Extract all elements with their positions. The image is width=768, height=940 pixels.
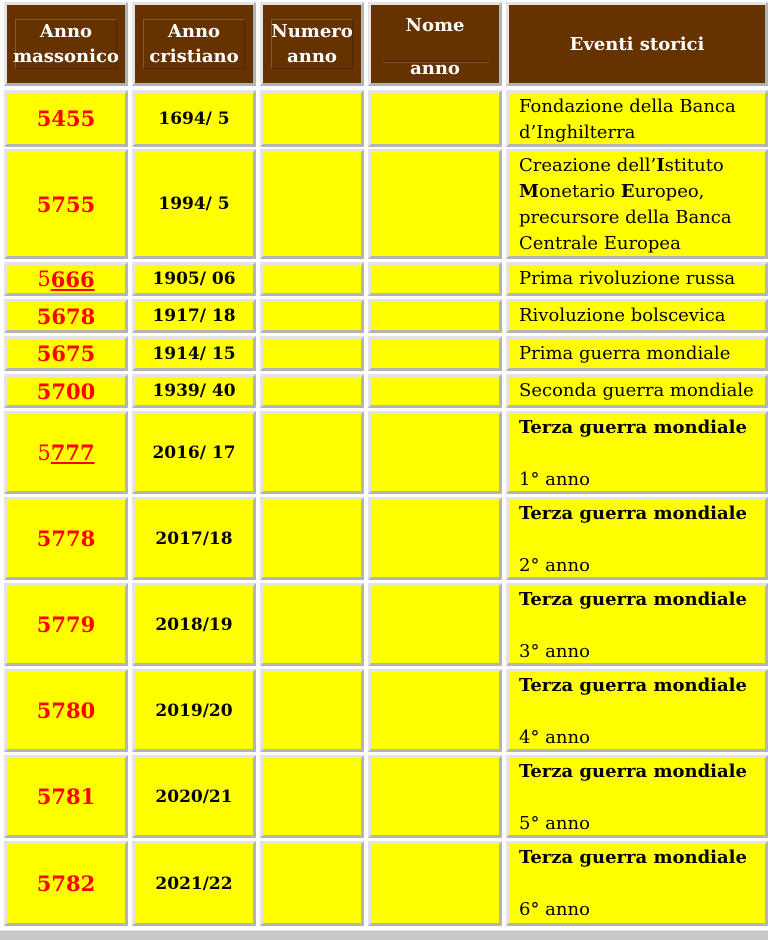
masonic-year-cell: 5778 (4, 497, 128, 580)
year-number-cell (260, 497, 364, 580)
masonic-year-cell: 5 777 (4, 411, 128, 494)
year-name-cell (368, 374, 502, 408)
table-row (0, 299, 768, 333)
event-cell: Terza guerra mondiale 5° anno (506, 755, 768, 838)
christian-year-cell: 2016/ 17 (132, 411, 256, 494)
event-cell: Rivoluzione bolscevica (506, 299, 768, 333)
masonic-year-cell: 5780 (4, 669, 128, 752)
event-cell: Terza guerra mondiale 6° anno (506, 841, 768, 926)
year-name-cell (368, 669, 502, 752)
year-number-cell (260, 374, 364, 408)
event-cell: Terza guerra mondiale 4° anno (506, 669, 768, 752)
christian-year-cell: 1914/ 15 (132, 336, 256, 371)
table-row (0, 669, 768, 752)
year-number-cell (260, 149, 364, 259)
table-row (0, 497, 768, 580)
event-cell: Creazione dell’Istituto Monetario Europeo, precursore della Banca Centrale Europea (506, 149, 768, 259)
event-cell: Seconda guerra mondiale (506, 374, 768, 408)
christian-year-cell: 1917/ 18 (132, 299, 256, 333)
masonic-year-cell: 5755 (4, 149, 128, 259)
christian-year-cell: 1939/ 40 (132, 374, 256, 408)
year-number-cell (260, 669, 364, 752)
event-cell: Terza guerra mondiale 1° anno (506, 411, 768, 494)
masonic-year-cell: 5782 (4, 841, 128, 926)
year-name-cell (368, 262, 502, 296)
masonic-year-cell: 5675 (4, 336, 128, 371)
event-cell: Fondazione della Banca d’Inghilterra (506, 90, 768, 147)
year-number-cell (260, 583, 364, 666)
year-number-cell (260, 299, 364, 333)
masonic-year-cell: 5455 (4, 90, 128, 147)
year-name-cell (368, 755, 502, 838)
christian-year-cell: 2019/20 (132, 669, 256, 752)
year-name-cell (368, 149, 502, 259)
year-name-cell (368, 497, 502, 580)
event-cell: Prima rivoluzione russa (506, 262, 768, 296)
year-number-cell (260, 262, 364, 296)
table-row (0, 755, 768, 838)
table-row (0, 90, 768, 147)
table-row (0, 336, 768, 371)
header-anno-massonico: Anno massonico (4, 2, 128, 86)
year-name-cell (368, 411, 502, 494)
masonic-year-cell: 5781 (4, 755, 128, 838)
year-number-cell (260, 90, 364, 147)
year-number-cell (260, 411, 364, 494)
christian-year-cell: 2021/22 (132, 841, 256, 926)
year-number-cell (260, 755, 364, 838)
year-name-cell (368, 583, 502, 666)
table-row (0, 149, 768, 259)
year-name-cell (368, 299, 502, 333)
table-row (0, 262, 768, 296)
header-eventi-storici: Eventi storici (506, 2, 768, 86)
table-row (0, 374, 768, 408)
christian-year-cell: 2020/21 (132, 755, 256, 838)
event-cell: Terza guerra mondiale 3° anno (506, 583, 768, 666)
table-row (0, 411, 768, 494)
year-number-cell (260, 336, 364, 371)
header-nome-label: Nome (405, 15, 465, 36)
masonic-year-cell: 5 666 (4, 262, 128, 296)
header-anno-label: anno (410, 58, 460, 79)
table-header-row (0, 2, 768, 86)
event-cell: Terza guerra mondiale 2° anno (506, 497, 768, 580)
year-name-cell (368, 336, 502, 371)
masonic-year-cell: 5678 (4, 299, 128, 333)
table-row (0, 841, 768, 926)
christian-year-cell: 1994/ 5 (132, 149, 256, 259)
table-row (0, 583, 768, 666)
header-nome-anno (368, 2, 502, 86)
event-cell: Prima guerra mondiale (506, 336, 768, 371)
christian-year-cell: 1905/ 06 (132, 262, 256, 296)
header-anno-cristiano: Anno cristiano (132, 2, 256, 86)
christian-year-cell: 2018/19 (132, 583, 256, 666)
year-number-cell (260, 841, 364, 926)
masonic-year-cell: 5779 (4, 583, 128, 666)
year-name-cell (368, 841, 502, 926)
masonic-year-cell: 5700 (4, 374, 128, 408)
header-numero-anno: Numero anno (260, 2, 364, 86)
christian-year-cell: 2017/18 (132, 497, 256, 580)
christian-year-cell: 1694/ 5 (132, 90, 256, 147)
year-name-cell (368, 90, 502, 147)
